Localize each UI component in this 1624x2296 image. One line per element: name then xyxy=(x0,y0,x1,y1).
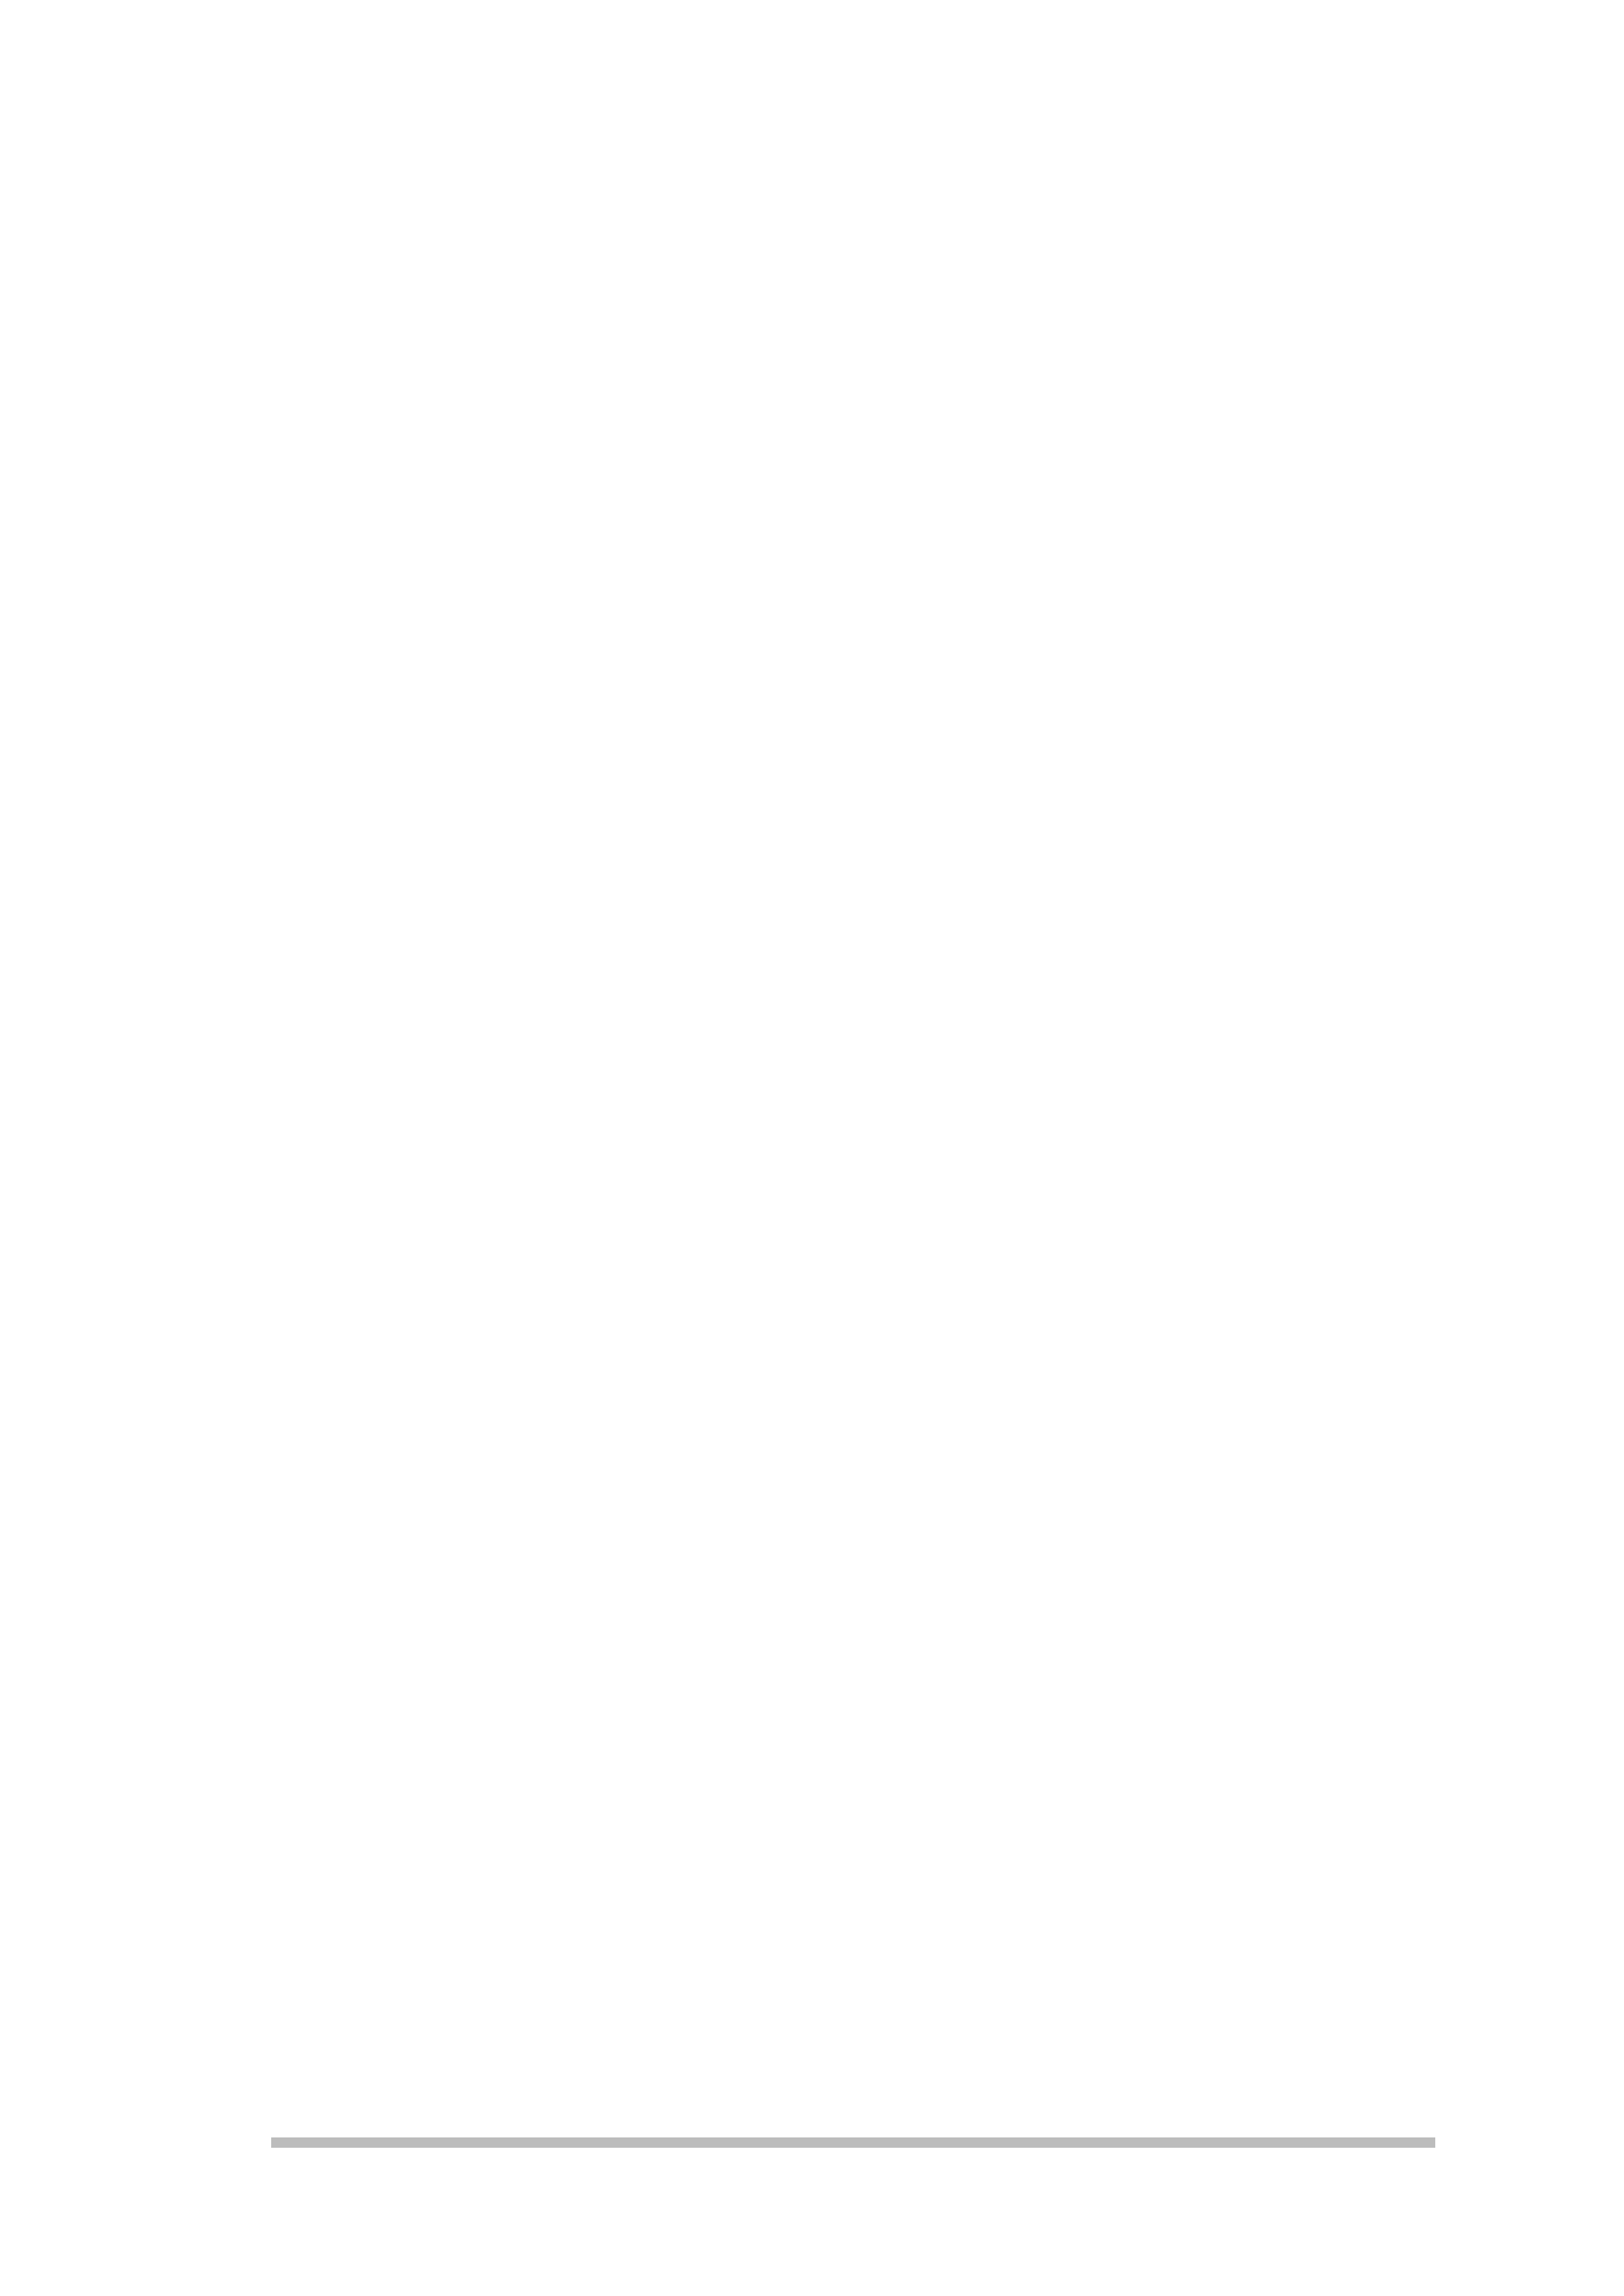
paragraph-7c9-23 xyxy=(271,262,1437,270)
paragraph-number xyxy=(271,262,387,270)
bullet-list xyxy=(387,220,1437,239)
page-content xyxy=(271,149,1437,297)
footer-rule xyxy=(271,2137,1435,2148)
paragraph-7c9-22 xyxy=(271,190,1437,197)
paragraph-number xyxy=(271,190,387,197)
